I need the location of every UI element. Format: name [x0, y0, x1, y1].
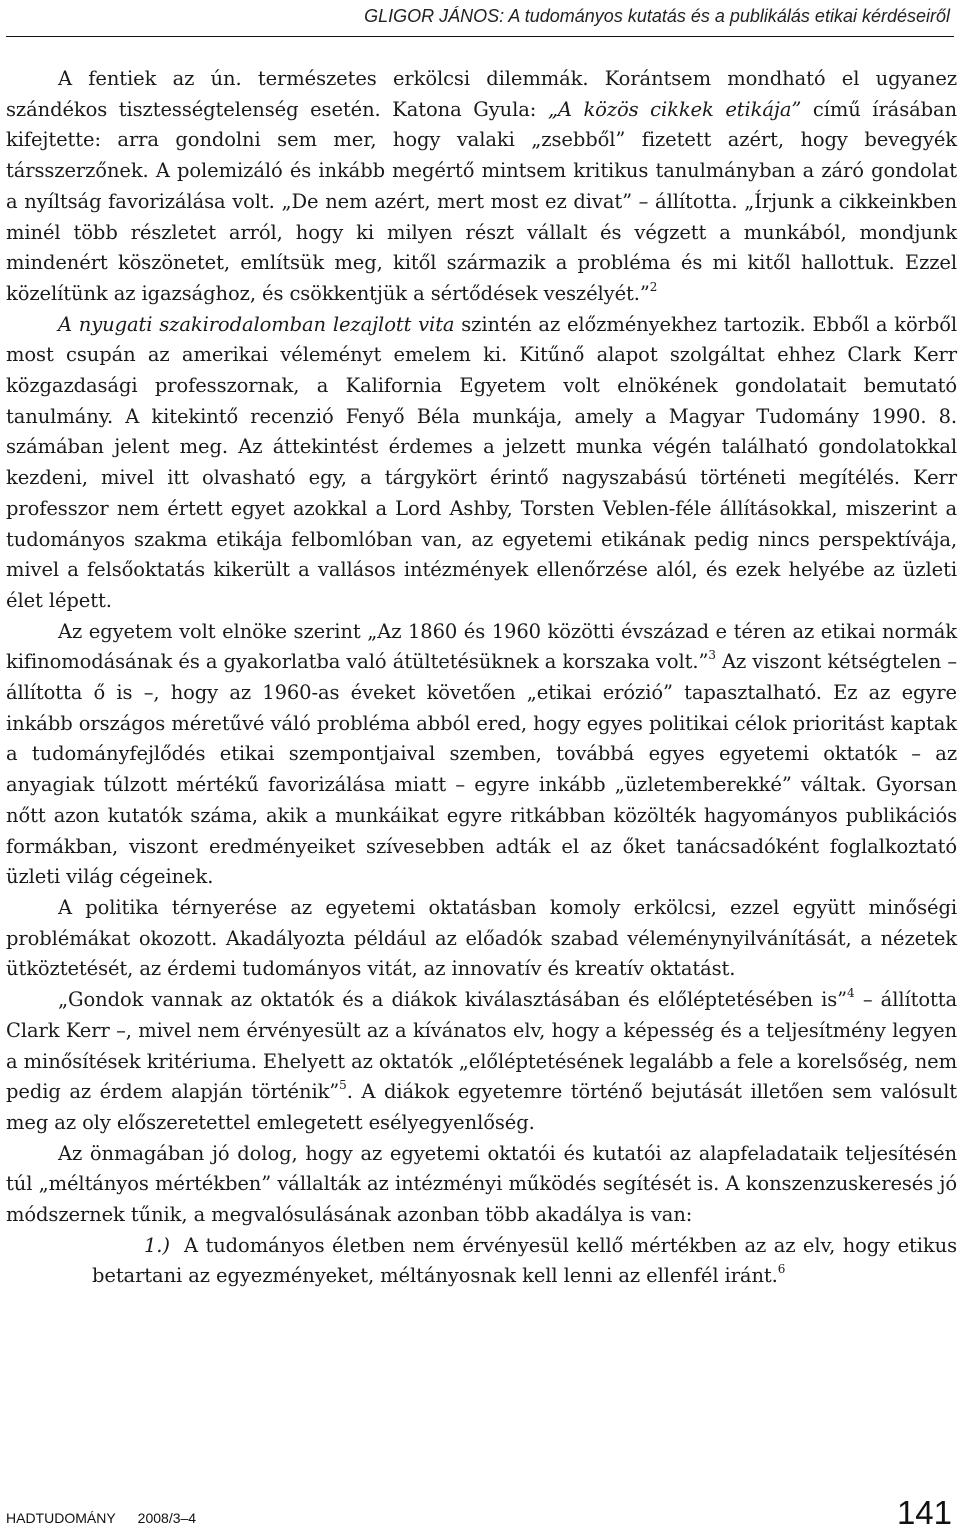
list-item-1: [6, 1231, 957, 1292]
paragraph-4-text: A politika térnyerése az egyetemi oktatásban komoly erkölcsi, ezzel együtt minőségi problémákat okozott. Akadályozta például az előadók szabad véleménynyilvánítását, a nézetek ütköztetését, az érdemi tudományos vitát, az innovatív és kreatív oktatást.: [6, 895, 957, 981]
article-body: [6, 64, 957, 1292]
paragraph-6: [6, 1139, 957, 1231]
footnote-ref-3: 3: [708, 648, 716, 663]
paragraph-5: [6, 985, 957, 1139]
paragraph-2-text: szintén az előzményekhez tartozik. Ebből a körből most csupán az amerikai véleményt emelem ki. Kitűnő alapot szolgáltat ehhez Clark Kerr közgazdasági professzornak, a Kalifornia Egyetem volt elnökének gondolatait bemutató tanulmány. A kitekintő recenzió Fenyő Béla munkája, amely a Magyar Tudomány 1990. 8. számában jelent meg. Az áttekintést érdemes a jelzett munka végén található gondolatokkal kezdeni, mivel itt olvasható egy, a tárgykört érintő nagyszabású történeti megítélés. Kerr professzor nem értett egyet azokkal a Lord Ashby, Torsten Veblen-féle állításokkal, miszerint a tudományos szakma etikája felbomlóban van, az egyetemi etikának pedig nincs perspektívája, mivel a felsőoktatás kikerült a vallásos intézmények ellenőrzése alól, és ezek helyébe az üzleti élet lépett.: [6, 312, 957, 612]
journal-name: HADTUDOMÁNY: [6, 1510, 116, 1526]
paragraph-4: [6, 893, 957, 985]
footnote-ref-5: 5: [339, 1078, 347, 1093]
paragraph-2: [6, 310, 957, 617]
footer-journal-info: [6, 1510, 196, 1526]
cited-title-western-debate: A nyugati szakirodalomban lezajlott vita: [58, 312, 455, 336]
cited-title-katona: „A közös cikkek etikája”: [547, 97, 802, 121]
footnote-ref-6: 6: [777, 1262, 786, 1277]
paragraph-1-text-a: A fentiek az ún. természetes erkölcsi dilemmák. Korántsem mondható el ugyanez szándékos tisztességtelenség esetén. Katona Gyula:: [6, 67, 957, 121]
paragraph-1: [6, 64, 957, 310]
running-title: GLIGOR JÁNOS: A tudományos kutatás és a publikálás etikai kérdéseiről: [364, 6, 950, 26]
paragraph-5-text-a: „Gondok vannak az oktatók és a diákok kiválasztásában és előléptetésében is”: [58, 988, 848, 1012]
paragraph-5-text-b: – állította Clark Kerr –, mivel nem érvényesült az a kívánatos elv, hogy a képesség és a teljesítmény legyen a minősítések kritériuma. Ehelyett az oktatók „előléptetésének legalább a fele a korelsőség, nem pedig az érdem alapján történik”: [6, 988, 957, 1104]
list-item-text: A tudományos életben nem érvényesül kellő mértékben az az elv, hogy etikus betartani az egyezményeket, méltányosnak kell lenni az ellenfél iránt.: [92, 1233, 957, 1288]
paragraph-3-text-b: Az viszont kétségtelen – állította ő is –, hogy az 1960-as éveket követően „etikai erózió” tapasztalható. Ez az egyre inkább országos méretűvé váló probléma abból ered, hogy egyes politikai célok prioritást kaptak a tudományfejlődés etikai szempontjaival szemben, továbbá egyes egyetemi oktatók – az anyagiak túlzott mértékű favorizálása miatt – egyre inkább „üzletemberekké” váltak. Gyorsan nőtt azon kutatók száma, akik a munkáikat egyre ritkábban közölték hagyományos publikációs formákban, viszont eredményeiket szívesebben adták el az őket tanácsadóként foglalkoztató üzleti világ cégeinek.: [6, 650, 957, 889]
issue-number: 2008/3–4: [137, 1510, 197, 1526]
header-rule: [6, 36, 954, 37]
paragraph-6-text: Az önmagában jó dolog, hogy az egyetemi oktatói és kutatói az alapfeladataik teljesítésén túl „méltányos mértékben” vállalták az intézményi működés segítését is. A konszenzuskeresés jó módszernek tűnik, a megvalósulásának azonban több akadálya is van:: [6, 1141, 957, 1227]
paragraph-3: [6, 617, 957, 893]
page-number: 141: [896, 1494, 952, 1531]
list-number: 1.): [144, 1233, 170, 1257]
paragraph-1-text-b: című írásában kifejtette: arra gondolni sem mer, hogy valaki „zsebből” fizetett azért, hogy bevegyék társszerzőnek. A polemizáló és inkább megértő mintsem kritikus tanulmányban a záró gondolat a nyíltság favorizálása volt. „De nem azért, mert most ez divat” – állította. „Írjunk a cikkeinkben minél több részletet arról, hogy ki milyen részt vállalt és végzett a munkából, mondjunk mindenért köszönetet, említsük meg, kitől származik a probléma és mi kitől hallottuk. Ezzel közelítünk az igazsághoz, és csökkentjük a sértődések veszélyét.”: [6, 97, 957, 305]
paragraph-3-text-a: Az egyetem volt elnöke szerint „Az 1860 és 1960 közötti évszázad e téren az etikai normák kifinomodásának és a gyakorlatba való átültetésüknek a korszaka volt.”: [6, 619, 957, 674]
footnote-ref-4: 4: [847, 986, 855, 1001]
footnote-ref-2: 2: [649, 279, 658, 294]
paragraph-5-text-c: . A diákok egyetemre történő bejutását illetően sem valósult meg az oly előszeretettel emlegetett esélyegyenlőség.: [6, 1080, 957, 1134]
